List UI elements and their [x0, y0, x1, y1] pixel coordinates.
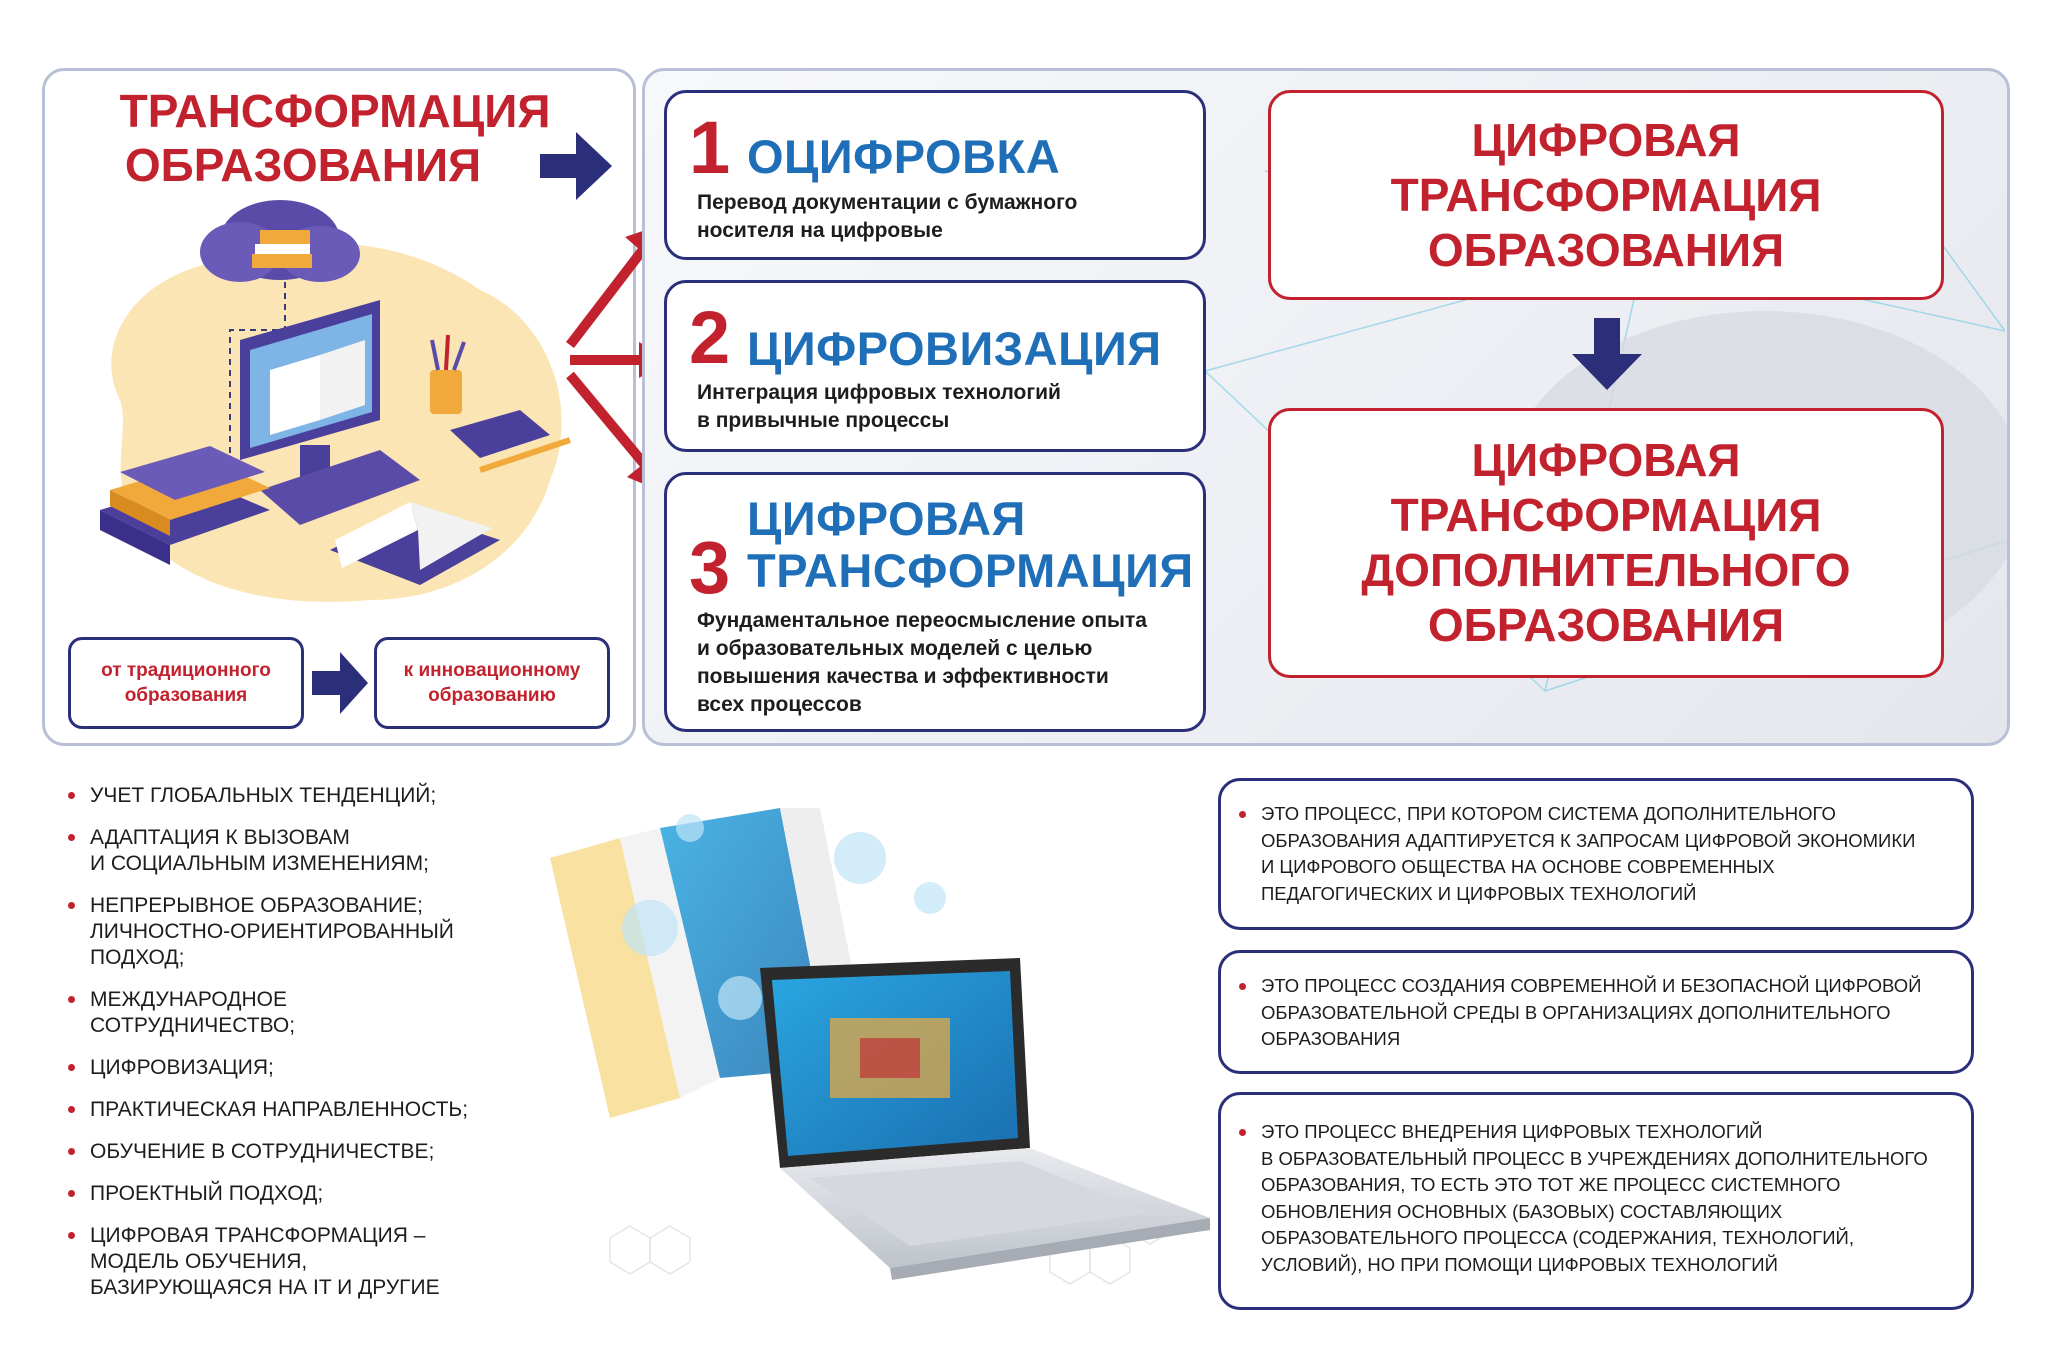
definition-box-1: [1218, 778, 1974, 930]
to-innovative-box: [374, 637, 610, 729]
step-3-desc-line1: Фундаментальное переосмысление опыта: [697, 609, 1147, 632]
step-3-box: [664, 472, 1206, 732]
step-1-desc: [697, 189, 1077, 245]
digital-transformation-additional-education-box: [1268, 408, 1944, 678]
step-3-desc-line2: и образовательных моделей с целью: [697, 637, 1093, 660]
step-3-desc-line3: повышения качества и эффективности: [697, 665, 1109, 688]
definition-box-2: [1218, 950, 1974, 1074]
step-2-desc-line2: в привычные процессы: [697, 409, 950, 432]
to-box-line2: образованию: [428, 685, 556, 706]
arrow-down-icon: [1572, 318, 1642, 390]
list-item: ОБУЧЕНИЕ В СОТРУДНИЧЕСТВЕ;: [68, 1139, 538, 1165]
list-item: УЧЕТ ГЛОБАЛЬНЫХ ТЕНДЕНЦИЙ;: [68, 783, 538, 809]
list-item: ПРОЕКТНЫЙ ПОДХОД;: [68, 1181, 538, 1207]
step-3-desc-line4: всех процессов: [697, 693, 862, 716]
step-2-desc-line1: Интеграция цифровых технологий: [697, 381, 1061, 404]
step-3-desc: [697, 607, 1147, 719]
right-top-line3: ОБРАЗОВАНИЯ: [1427, 223, 1785, 276]
left-title: [95, 84, 575, 192]
step-1-number: 1: [689, 106, 731, 189]
right-top-line1: ЦИФРОВАЯ: [1471, 113, 1741, 166]
step-3-number: 3: [689, 526, 731, 609]
digital-transformation-education-box: [1268, 90, 1944, 300]
definition-2-text: ЭТО ПРОЦЕСС СОЗДАНИЯ СОВРЕМЕННОЙ И БЕЗОПАСНОЙ ЦИФРОВОЙ ОБРАЗОВАТЕЛЬНОЙ СРЕДЫ В ОРГАНИЗАЦИЯХ ДОПОЛНИТЕЛЬНОГО ОБРАЗОВАНИЯ: [1261, 973, 1951, 1053]
list-item: АДАПТАЦИЯ К ВЫЗОВАМ И СОЦИАЛЬНЫМ ИЗМЕНЕНИЯМ;: [68, 825, 538, 877]
step-2-number: 2: [689, 296, 731, 379]
step-2-box: [664, 280, 1206, 452]
list-item: ПРАКТИЧЕСКАЯ НАПРАВЛЕННОСТЬ;: [68, 1097, 538, 1123]
right-bottom-line3: ДОПОЛНИТЕЛЬНОГО: [1361, 544, 1851, 596]
right-top-line2: ТРАНСФОРМАЦИЯ: [1390, 168, 1822, 221]
from-box-line2: образования: [124, 685, 248, 706]
right-bottom-line4: ОБРАЗОВАНИЯ: [1427, 599, 1785, 651]
list-item: НЕПРЕРЫВНОЕ ОБРАЗОВАНИЕ; ЛИЧНОСТНО-ОРИЕНТИРОВАННЫЙ ПОДХОД;: [68, 893, 538, 971]
step-1-desc-line2: носителя на цифровые: [697, 219, 943, 242]
arrow-right-small-icon: [312, 652, 368, 714]
list-item: МЕЖДУНАРОДНОЕ СОТРУДНИЧЕСТВО;: [68, 987, 538, 1039]
left-title-line1: ТРАНСФОРМАЦИЯ: [119, 85, 551, 137]
laptop-illustration: [530, 768, 1210, 1328]
step-3-title-line1: ЦИФРОВАЯ: [747, 492, 1026, 545]
to-box-line1: к инновационному: [403, 660, 581, 681]
step-3-title-line2: ТРАНСФОРМАЦИЯ: [747, 544, 1194, 597]
from-box-line1: от традиционного: [101, 660, 271, 681]
definition-3-text: ЭТО ПРОЦЕСС ВНЕДРЕНИЯ ЦИФРОВЫХ ТЕХНОЛОГИЙ В ОБРАЗОВАТЕЛЬНЫЙ ПРОЦЕСС В УЧРЕЖДЕНИЯХ ДОПОЛНИТЕЛЬНОГО ОБРАЗОВАНИЯ, ТО ЕСТЬ ЭТО ТОТ ЖЕ ПРОЦЕСС СИСТЕМНОГО ОБНОВЛЕНИЯ ОСНОВНЫХ (БАЗОВЫХ) СОСТАВЛЯЮЩИХ ОБРАЗОВАТЕЛЬНОГО ПРОЦЕССА (СОДЕРЖАНИЯ, ТЕХНОЛОГИЙ, УСЛОВИЙ), НО ПРИ ПОМОЩИ ЦИФРОВЫХ ТЕХНОЛОГИЙ: [1261, 1119, 1951, 1278]
step-1-box: [664, 90, 1206, 260]
left-title-line2: ОБРАЗОВАНИЯ: [124, 139, 482, 191]
right-bottom-line1: ЦИФРОВАЯ: [1471, 434, 1741, 486]
list-item: ЦИФРОВАЯ ТРАНСФОРМАЦИЯ – МОДЕЛЬ ОБУЧЕНИЯ, БАЗИРУЮЩАЯСЯ НА IT И ДРУГИЕ: [68, 1223, 538, 1301]
step-1-desc-line1: Перевод документации с бумажного: [697, 191, 1078, 214]
step-2-title: ЦИФРОВИЗАЦИЯ: [747, 322, 1162, 375]
step-2-desc: [697, 379, 1061, 435]
from-traditional-box: [68, 637, 304, 729]
right-bottom-line2: ТРАНСФОРМАЦИЯ: [1390, 489, 1822, 541]
list-item: ЦИФРОВИЗАЦИЯ;: [68, 1055, 538, 1081]
definition-1-text: ЭТО ПРОЦЕСС, ПРИ КОТОРОМ СИСТЕМА ДОПОЛНИТЕЛЬНОГО ОБРАЗОВАНИЯ АДАПТИРУЕТСЯ К ЗАПРОСАМ ЦИФРОВОЙ ЭКОНОМИКИ И ЦИФРОВОГО ОБЩЕСТВА НА ОСНОВЕ СОВРЕМЕННЫХ ПЕДАГОГИЧЕСКИХ И ЦИФРОВЫХ ТЕХНОЛОГИЙ: [1261, 801, 1951, 907]
definition-box-3: [1218, 1092, 1974, 1310]
step-1-title: ОЦИФРОВКА: [747, 130, 1061, 183]
principles-list: [68, 783, 538, 1317]
education-illustration: [80, 190, 600, 620]
